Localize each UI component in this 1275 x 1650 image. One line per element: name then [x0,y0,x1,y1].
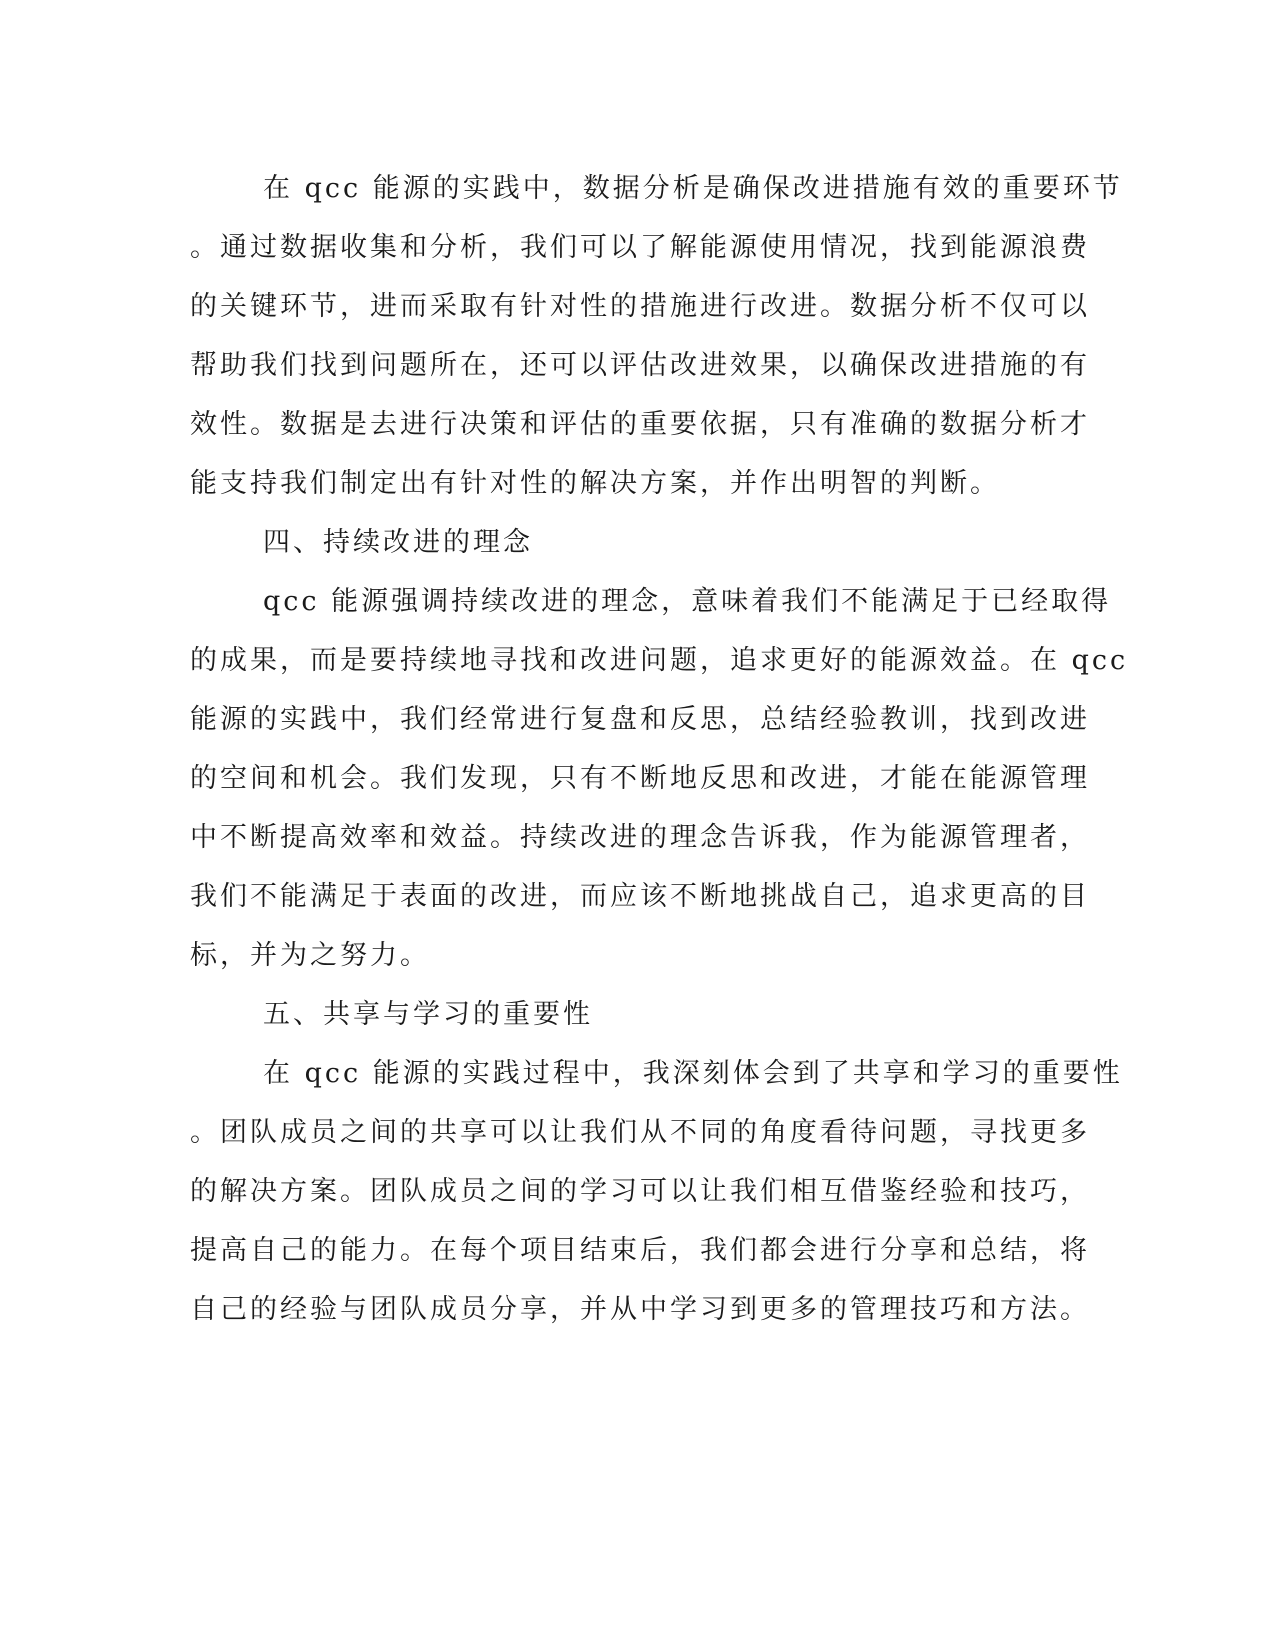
paragraph-line: 标，并为之努力。 [190,940,430,971]
paragraph-line: 效性。数据是去进行决策和评估的重要依据，只有准确的数据分析才 [190,409,1090,440]
paragraph-line: 的关键环节，进而采取有针对性的措施进行改进。数据分析不仅可以 [190,291,1090,322]
paragraph-line: 。通过数据收集和分析，我们可以了解能源使用情况，找到能源浪费 [190,232,1090,263]
paragraph-line: 在 qcc 能源的实践中，数据分析是确保改进措施有效的重要环节 [263,173,1123,204]
paragraph-line: 的空间和机会。我们发现，只有不断地反思和改进，才能在能源管理 [190,763,1090,794]
paragraph-line: 中不断提高效率和效益。持续改进的理念告诉我，作为能源管理者， [190,822,1090,853]
paragraph-line: 在 qcc 能源的实践过程中，我深刻体会到了共享和学习的重要性 [263,1058,1123,1089]
paragraph-line: 提高自己的能力。在每个项目结束后，我们都会进行分享和总结，将 [190,1235,1090,1266]
paragraph-line: 自己的经验与团队成员分享，并从中学习到更多的管理技巧和方法。 [190,1294,1090,1325]
paragraph-line: 。团队成员之间的共享可以让我们从不同的角度看待问题，寻找更多 [190,1117,1090,1148]
paragraph-line: 我们不能满足于表面的改进，而应该不断地挑战自己，追求更高的目 [190,881,1090,912]
paragraph-line: 的成果，而是要持续地寻找和改进问题，追求更好的能源效益。在 qcc [190,645,1129,676]
paragraph-line: 的解决方案。团队成员之间的学习可以让我们相互借鉴经验和技巧， [190,1176,1090,1207]
paragraph-line: qcc 能源强调持续改进的理念，意味着我们不能满足于已经取得 [263,586,1112,617]
section-heading: 四、持续改进的理念 [263,527,533,558]
paragraph-line: 能源的实践中，我们经常进行复盘和反思，总结经验教训，找到改进 [190,704,1090,735]
paragraph-line: 能支持我们制定出有针对性的解决方案，并作出明智的判断。 [190,468,1000,499]
section-heading: 五、共享与学习的重要性 [263,999,593,1030]
paragraph-line: 帮助我们找到问题所在，还可以评估改进效果，以确保改进措施的有 [190,350,1090,381]
